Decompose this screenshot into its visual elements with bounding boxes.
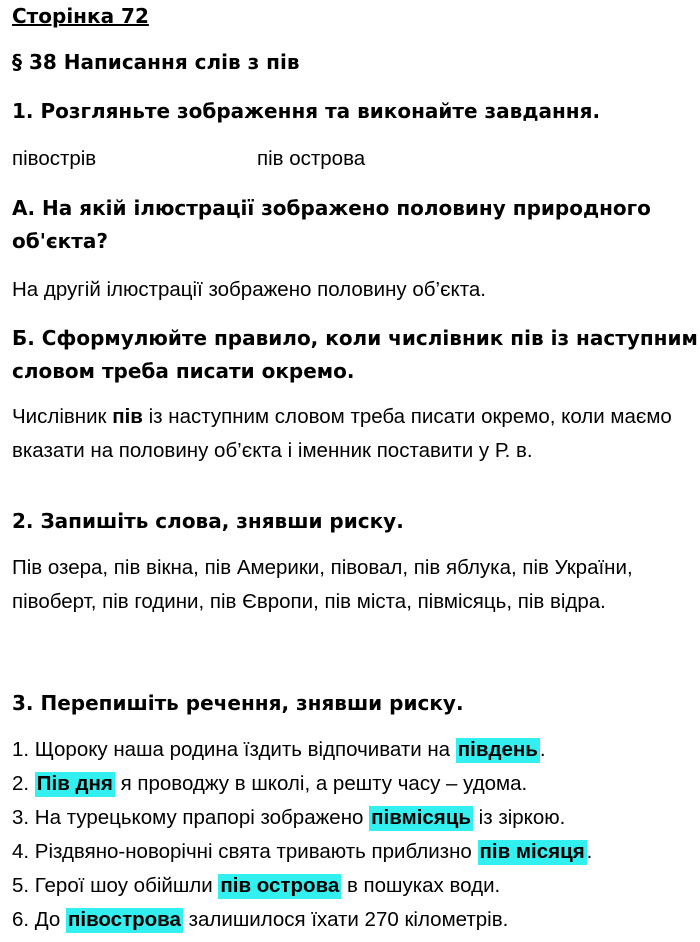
- answer-b-keyword: пів: [112, 405, 143, 428]
- sentence-3: [12, 801, 696, 835]
- sentence-6-highlight: півострова: [68, 908, 181, 931]
- sentence-2: [12, 767, 696, 801]
- word-illustration-1: півострів: [12, 147, 97, 170]
- answer-b-start: Числівник: [12, 405, 113, 428]
- sentence-2-end: я проводжу в школі, а решту часу – удома.: [114, 772, 528, 795]
- question-a-line2: об'єкта?: [12, 229, 108, 253]
- sentence-6-text: 6. До: [12, 908, 67, 931]
- sentence-5-highlight: пів острова: [220, 874, 340, 897]
- sentence-6: [12, 903, 696, 937]
- task2-answer: Пів озера, пів вікна, пів Америки, півовал, пів яблука, пів України, півоберт, пів години, пів Європи, пів міста, півмісяць, пів відра.: [12, 556, 633, 613]
- sentence-5: [12, 869, 696, 903]
- sentence-6-end: залишилося їхати 270 кілометрів.: [182, 908, 509, 931]
- sentence-4-text: 4. Різдвяно-новорічні свята тривають приблизно: [12, 840, 478, 863]
- question-a-line1: А. На якій ілюстрації зображено половину природного: [12, 196, 651, 220]
- sentence-3-end: із зіркою.: [472, 806, 566, 829]
- word-illustration-2: пів острова: [257, 147, 366, 170]
- question-b-line1: Б. Сформулюйте правило, коли числівник пів із наступним: [12, 326, 698, 350]
- answer-b-rest: із наступним словом треба писати окремо, коли маємо вказати на половину об’єкта і іменник поставити у Р. в.: [12, 405, 672, 462]
- task3-title: 3. Перепишіть речення, знявши риску.: [12, 691, 464, 715]
- task3-sentences: [12, 733, 696, 937]
- page-label: Сторінка 72: [12, 4, 149, 28]
- sentence-4-end: .: [586, 840, 593, 863]
- task1-title: 1. Розгляньте зображення та виконайте завдання.: [12, 99, 601, 123]
- sentence-3-highlight: півмісяць: [371, 806, 471, 829]
- sentence-5-end: в пошуках води.: [341, 874, 501, 897]
- answer-a: На другій ілюстрації зображено половину об’єкта.: [12, 278, 486, 301]
- task2-title: 2. Запишіть слова, знявши риску.: [12, 509, 404, 533]
- sentence-1-text: 1. Щороку наша родина їздить відпочивати на: [12, 738, 456, 761]
- sentence-2-text: 2.: [12, 772, 35, 795]
- sentence-3-text: 3. На турецькому прапорі зображено: [12, 806, 370, 829]
- answer-b: [12, 400, 696, 468]
- sentence-4: [12, 835, 696, 869]
- sentence-1: [12, 733, 696, 767]
- section-title: § 38 Написання слів з пів: [12, 50, 300, 74]
- question-b-line2: словом треба писати окремо.: [12, 359, 355, 383]
- sentence-4-highlight: пів місяця: [479, 840, 585, 863]
- sentence-1-highlight: південь: [457, 738, 538, 761]
- sentence-5-text: 5. Герої шоу обійшли: [12, 874, 219, 897]
- sentence-1-end: .: [539, 738, 546, 761]
- sentence-2-highlight: Пів дня: [36, 772, 113, 795]
